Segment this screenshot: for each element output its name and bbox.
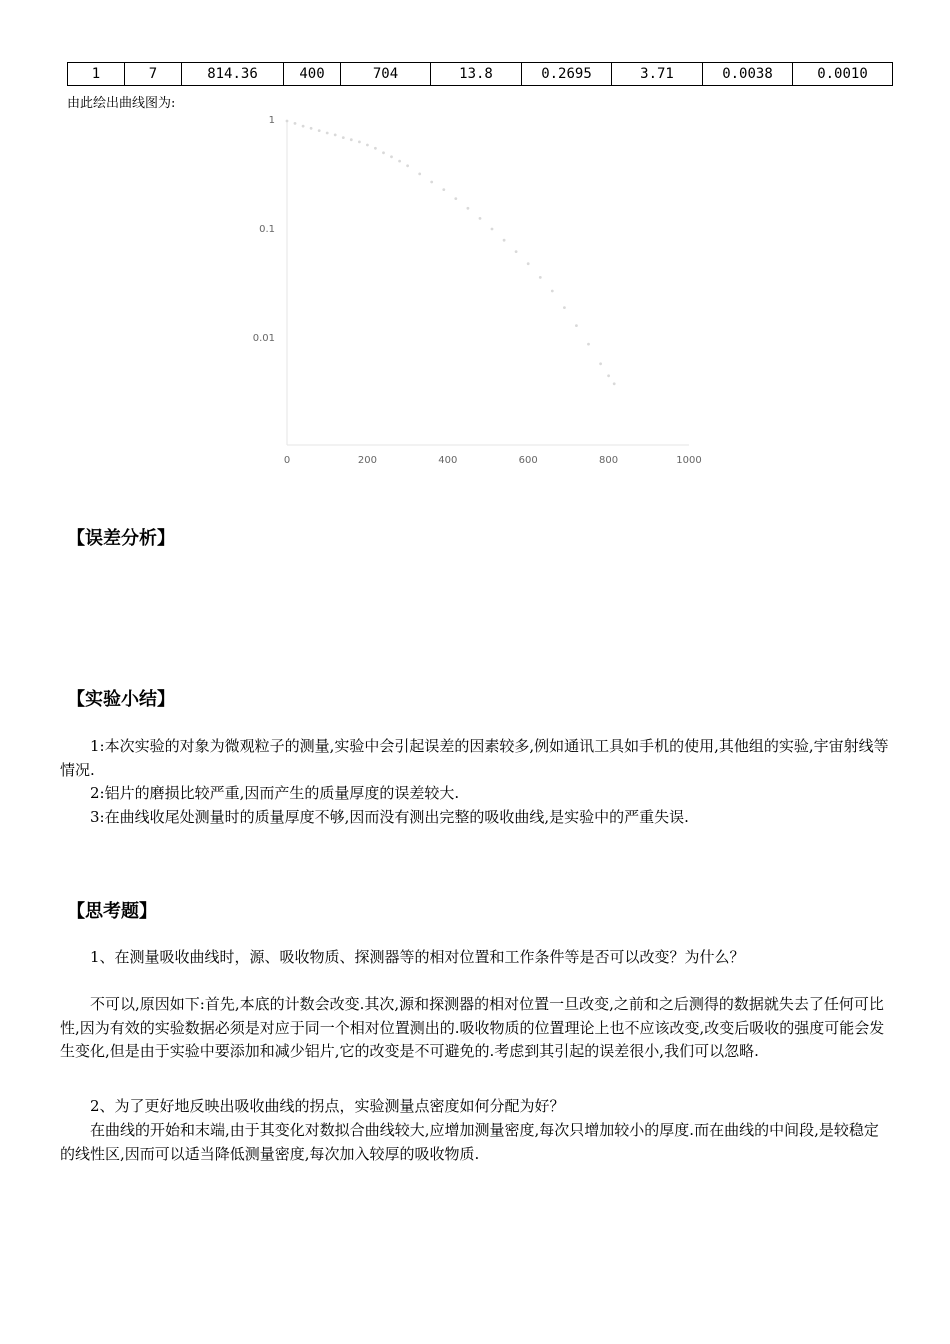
y-tick-label: 0.01 [252,333,275,344]
summary-paragraph-2: 2:铝片的磨损比较严重,因而产生的质量厚度的误差较大. [90,784,460,802]
table-cell: 1 [68,63,125,86]
data-point [406,164,409,167]
answer-2: 在曲线的开始和末端,由于其变化对数拟合曲线较大,应增加测量密度,每次只增加较小的厚度.而在曲线的中间段,是较稳定的线性区,因而可以适当降低测量密度,每次加入较厚的吸收物质. [60,1121,879,1163]
data-point [366,144,369,147]
data-point [551,290,554,293]
data-point [286,120,289,123]
data-point [539,276,542,279]
data-point [398,160,401,163]
data-point [563,306,566,309]
table-cell: 13.8 [431,63,522,86]
data-point [467,207,470,210]
question-1: 1、在测量吸收曲线时，源、吸收物质、探测器等的相对位置和工作条件等是否可以改变？为什么？ [90,948,745,966]
data-point [599,362,602,365]
questions-heading: 【思考题】 [67,901,157,922]
data-point [390,155,393,158]
table-cell: 400 [284,63,341,86]
data-point [350,138,353,141]
data-point [587,343,590,346]
x-tick-label: 400 [438,455,458,466]
x-tick-label: 1000 [676,455,702,466]
table-cell: 3.71 [612,63,703,86]
summary-paragraph-3: 3:在曲线收尾处测量时的质量厚度不够,因而没有测出完整的吸收曲线,是实验中的严重失误. [90,808,689,826]
question-2: 2、为了更好地反映出吸收曲线的拐点，实验测量点密度如何分配为好？ [90,1097,565,1115]
table-row [68,63,893,86]
data-point [418,173,421,176]
table-cell: 0.2695 [522,63,612,86]
data-point [430,181,433,184]
data-point [607,374,610,377]
data-point [454,197,457,200]
error-analysis-heading: 【误差分析】 [67,528,175,549]
x-tick-label: 600 [518,455,538,466]
x-tick-label: 800 [599,455,619,466]
data-point [613,382,616,385]
data-point [318,129,321,132]
data-point [491,228,494,231]
data-point [382,151,385,154]
y-tick-label: 1 [268,115,275,126]
data-point [575,324,578,327]
data-point [326,132,329,135]
y-tick-label: 0.1 [259,224,275,235]
data-point [294,122,297,125]
summary-heading: 【实验小结】 [67,689,175,710]
data-point [374,147,377,150]
answer-1: 不可以,原因如下:首先,本底的计数会改变.其次,源和探测器的相对位置一旦改变,之前和之后测得的数据就失去了任何可比性,因为有效的实验数据必须是对应于同一个相对位置测出的.吸收物质的位置理论上也不应该改变,改变后吸收的强度可能会发生变化,但是由于实验中要添加和减少铝片,它的改变是不可避免的.考虑到其引起的误差很小,我们可以忽略. [60,995,885,1060]
data-point [334,134,337,137]
table-cell: 0.0010 [793,63,893,86]
data-point [302,125,305,128]
x-tick-label: 0 [283,455,291,466]
summary-paragraph-1: 1:本次实验的对象为微观粒子的测量,实验中会引起误差的因素较多,例如通讯工具如手机的使用,其他组的实验,宇宙射线等情况. [60,737,889,779]
table-cell: 0.0038 [703,63,793,86]
data-point [310,127,313,130]
data-point [515,250,518,253]
data-point [479,217,482,220]
table-cell: 704 [341,63,431,86]
table-cell: 814.36 [182,63,284,86]
data-table [67,62,893,86]
data-point [527,262,530,265]
x-tick-label: 200 [357,455,377,466]
data-point [442,188,445,191]
chart-caption: 由此绘出曲线图为: [67,96,176,111]
absorption-curve-chart [240,108,720,478]
data-point [342,136,345,139]
data-point [503,239,506,242]
data-point [358,141,361,144]
table-cell: 7 [125,63,182,86]
